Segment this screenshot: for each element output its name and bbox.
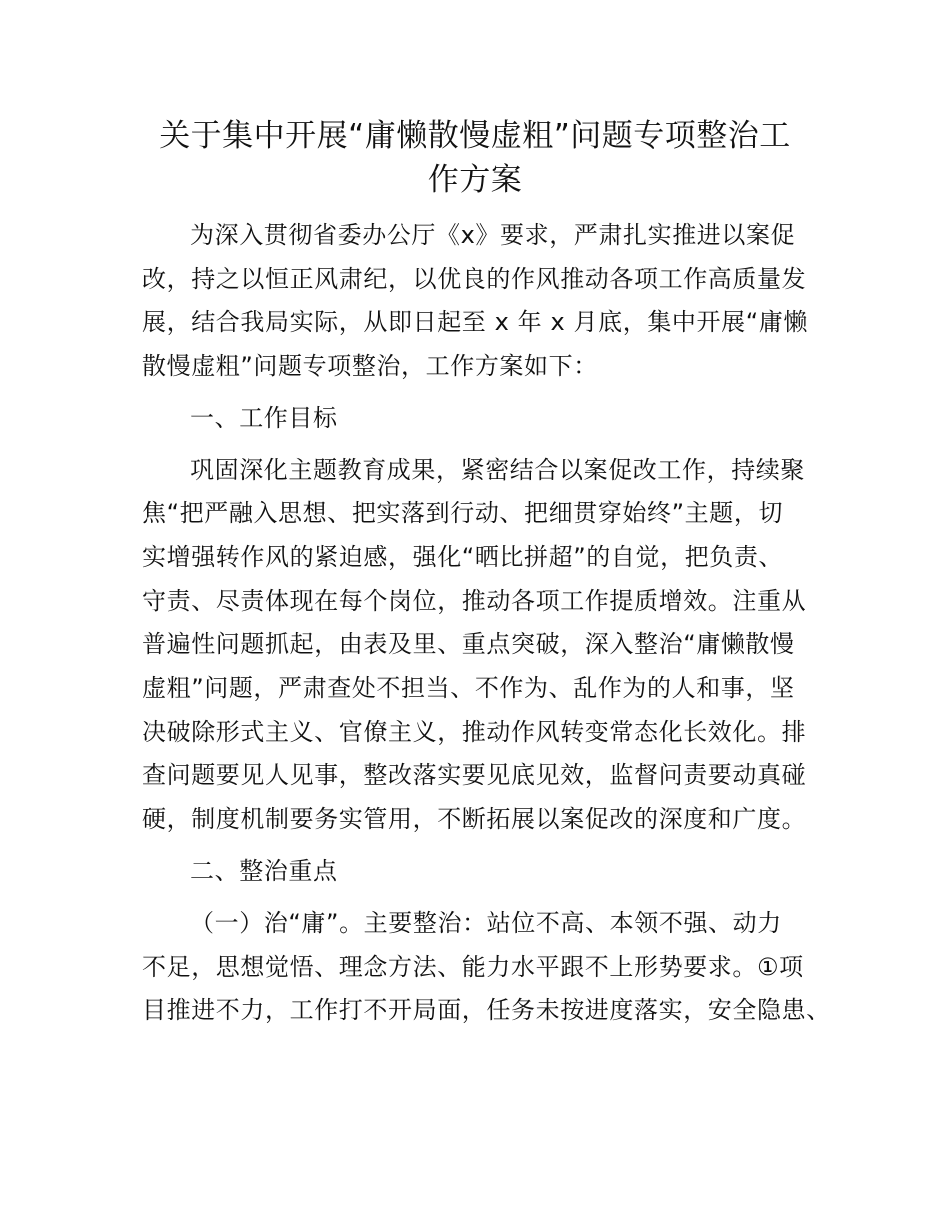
paragraph-goals-line: 虚粗”问题，严肃查处不担当、不作为、乱作为的人和事，坚 [142, 674, 795, 702]
paragraph-goals-line: 焦“把严融入思想、把实落到行动、把细贯穿始终”主题，切 [142, 499, 784, 527]
paragraph-focus-line: 不足，思想觉悟、理念方法、能力水平跟不上形势要求。①项 [142, 953, 804, 981]
document-title-line-2: 作方案 [427, 162, 523, 198]
paragraph-focus-line: （一）治“庸”。主要整治：站位不高、本领不强、动力 [190, 909, 782, 937]
section-heading-goals: 一、工作目标 [190, 404, 338, 432]
paragraph-goals-line: 巩固深化主题教育成果，紧密结合以案促改工作，持续聚 [190, 456, 805, 484]
paragraph-goals-line: 决破除形式主义、官僚主义，推动作风转变常态化长效化。排 [142, 718, 807, 746]
paragraph-intro-line: 散慢虚粗”问题专项整治，工作方案如下： [142, 352, 598, 380]
paragraph-intro-line: 为深入贯彻省委办公厅《x》要求，严肃扎实推进以案促 [190, 221, 796, 249]
document-title-line-1: 关于集中开展“庸懒散慢虚粗”问题专项整治工 [159, 118, 791, 154]
paragraph-intro-line: 展，结合我局实际，从即日起至 x 年 x 月底，集中开展“庸懒 [142, 308, 808, 336]
paragraph-goals-line: 守责、尽责体现在每个岗位，推动各项工作提质增效。注重从 [142, 587, 807, 615]
paragraph-focus-line: 目推进不力，工作打不开局面，任务未按进度落实，安全隐患、 [142, 996, 831, 1024]
paragraph-goals-line: 实增强转作风的紧迫感，强化“晒比拼超”的自觉，把负责、 [142, 543, 784, 571]
paragraph-goals-line: 查问题要见人见事，整改落实要见底见效，监督问责要动真碰 [142, 761, 807, 789]
paragraph-intro-line: 改，持之以恒正风肃纪，以优良的作风推动各项工作高质量发 [142, 265, 807, 293]
section-heading-focus: 二、整治重点 [190, 857, 338, 885]
paragraph-goals-line: 普遍性问题抓起，由表及里、重点突破，深入整治“庸懒散慢 [142, 630, 795, 658]
paragraph-goals-line: 硬，制度机制要务实管用，不断拓展以案促改的深度和广度。 [142, 805, 807, 833]
